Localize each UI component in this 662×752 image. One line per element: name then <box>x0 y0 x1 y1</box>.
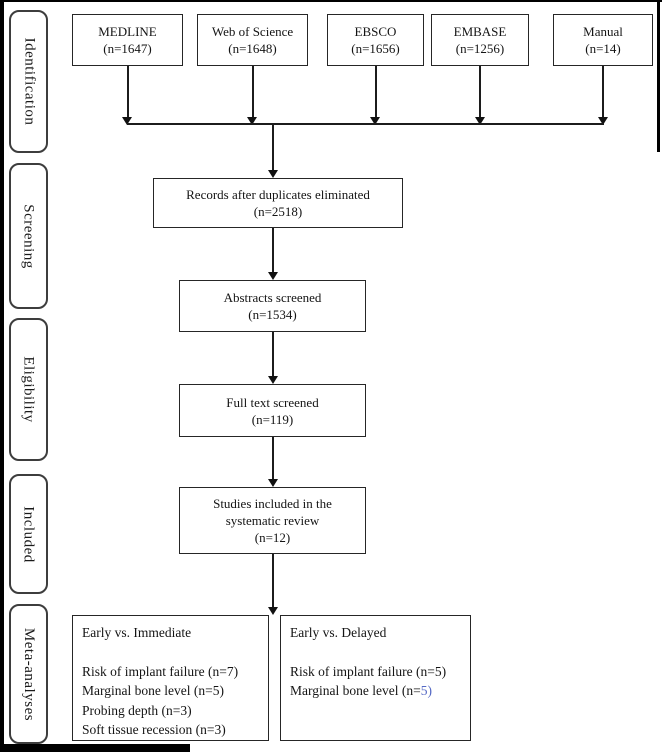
flow-box-count: (n=1534) <box>248 307 297 322</box>
stage-included <box>9 474 48 594</box>
flow-box-abstracts-screened <box>179 280 366 332</box>
arrow-down-icon <box>268 376 278 384</box>
source-name: Web of Science <box>211 24 294 39</box>
arrow-down-icon <box>268 272 278 280</box>
meta-item: Risk of implant failure (n=7) <box>82 663 239 679</box>
connector-line <box>127 66 129 117</box>
scan-frame-top <box>0 0 662 2</box>
stage-eligibility-label: Eligibility <box>21 356 37 423</box>
connector-line <box>252 66 254 117</box>
flow-box-studies-included <box>179 487 366 554</box>
flow-box-line: Full text screened <box>226 394 319 410</box>
source-name: MEDLINE <box>98 24 157 39</box>
flow-box-line: Studies included in the <box>213 496 332 511</box>
flow-box-records-after-duplicates <box>153 178 403 228</box>
collector-line <box>127 123 604 125</box>
scan-frame-bottom <box>0 744 190 752</box>
source-box-ebsco <box>327 14 424 66</box>
meta-item-text: Marginal bone level (n= <box>290 683 421 698</box>
source-count: (n=1656) <box>351 41 400 56</box>
connector-line <box>602 66 604 117</box>
connector-line <box>375 66 377 117</box>
flow-box-count: (n=2518) <box>253 204 303 219</box>
connector-line <box>272 228 274 272</box>
connector-line <box>272 332 274 376</box>
meta-item <box>290 681 461 701</box>
stage-screening <box>9 163 48 309</box>
source-name: Manual <box>583 24 623 39</box>
connector-line <box>479 66 481 117</box>
connector-line <box>272 124 274 170</box>
source-count: (n=14) <box>585 41 621 56</box>
stage-screening-label: Screening <box>21 203 38 269</box>
source-count: (n=1256) <box>455 41 505 56</box>
stage-identification-label: Identification <box>21 37 37 126</box>
stage-meta-analyses <box>9 604 48 744</box>
flow-box-count: (n=119) <box>251 411 294 427</box>
stage-meta-analyses-label: Meta-analyses <box>21 627 38 721</box>
source-box-web-of-science <box>197 14 308 66</box>
meta-box-early-vs-immediate <box>72 615 269 741</box>
source-count: (n=1648) <box>228 41 277 56</box>
connector-line <box>272 437 274 479</box>
meta-item-highlight: 5) <box>420 683 432 698</box>
stage-eligibility <box>9 318 48 461</box>
spacer <box>290 643 461 662</box>
arrow-down-icon <box>268 170 278 178</box>
source-box-manual <box>553 14 653 66</box>
scan-frame-left <box>0 0 4 752</box>
meta-item: Marginal bone level (n=5) <box>82 683 224 698</box>
source-name: EMBASE <box>453 24 507 39</box>
scan-frame-right <box>657 0 660 152</box>
meta-item: Soft tissue recession (n=3) <box>82 722 226 737</box>
connector-line <box>272 554 274 607</box>
meta-box-early-vs-delayed <box>280 615 471 741</box>
flow-box-line: Records after duplicates eliminated <box>186 187 370 202</box>
flow-box-line: Abstracts screened <box>223 290 322 305</box>
meta-box-title: Early vs. Delayed <box>290 625 387 640</box>
arrow-down-icon <box>268 607 278 615</box>
source-count: (n=1647) <box>103 41 152 56</box>
stage-included-label: Included <box>21 505 38 563</box>
source-name: EBSCO <box>354 24 397 39</box>
source-box-medline <box>72 14 183 66</box>
source-box-embase <box>431 14 529 66</box>
spacer <box>82 643 259 662</box>
meta-item: Risk of implant failure (n=5) <box>290 663 447 679</box>
meta-box-title: Early vs. Immediate <box>82 625 192 640</box>
flow-box-count: (n=12) <box>254 530 291 545</box>
arrow-down-icon <box>268 479 278 487</box>
stage-identification <box>9 10 48 153</box>
meta-item: Probing depth (n=3) <box>82 702 192 718</box>
flow-box-full-text-screened <box>179 384 366 437</box>
flow-box-line: systematic review <box>225 513 320 528</box>
